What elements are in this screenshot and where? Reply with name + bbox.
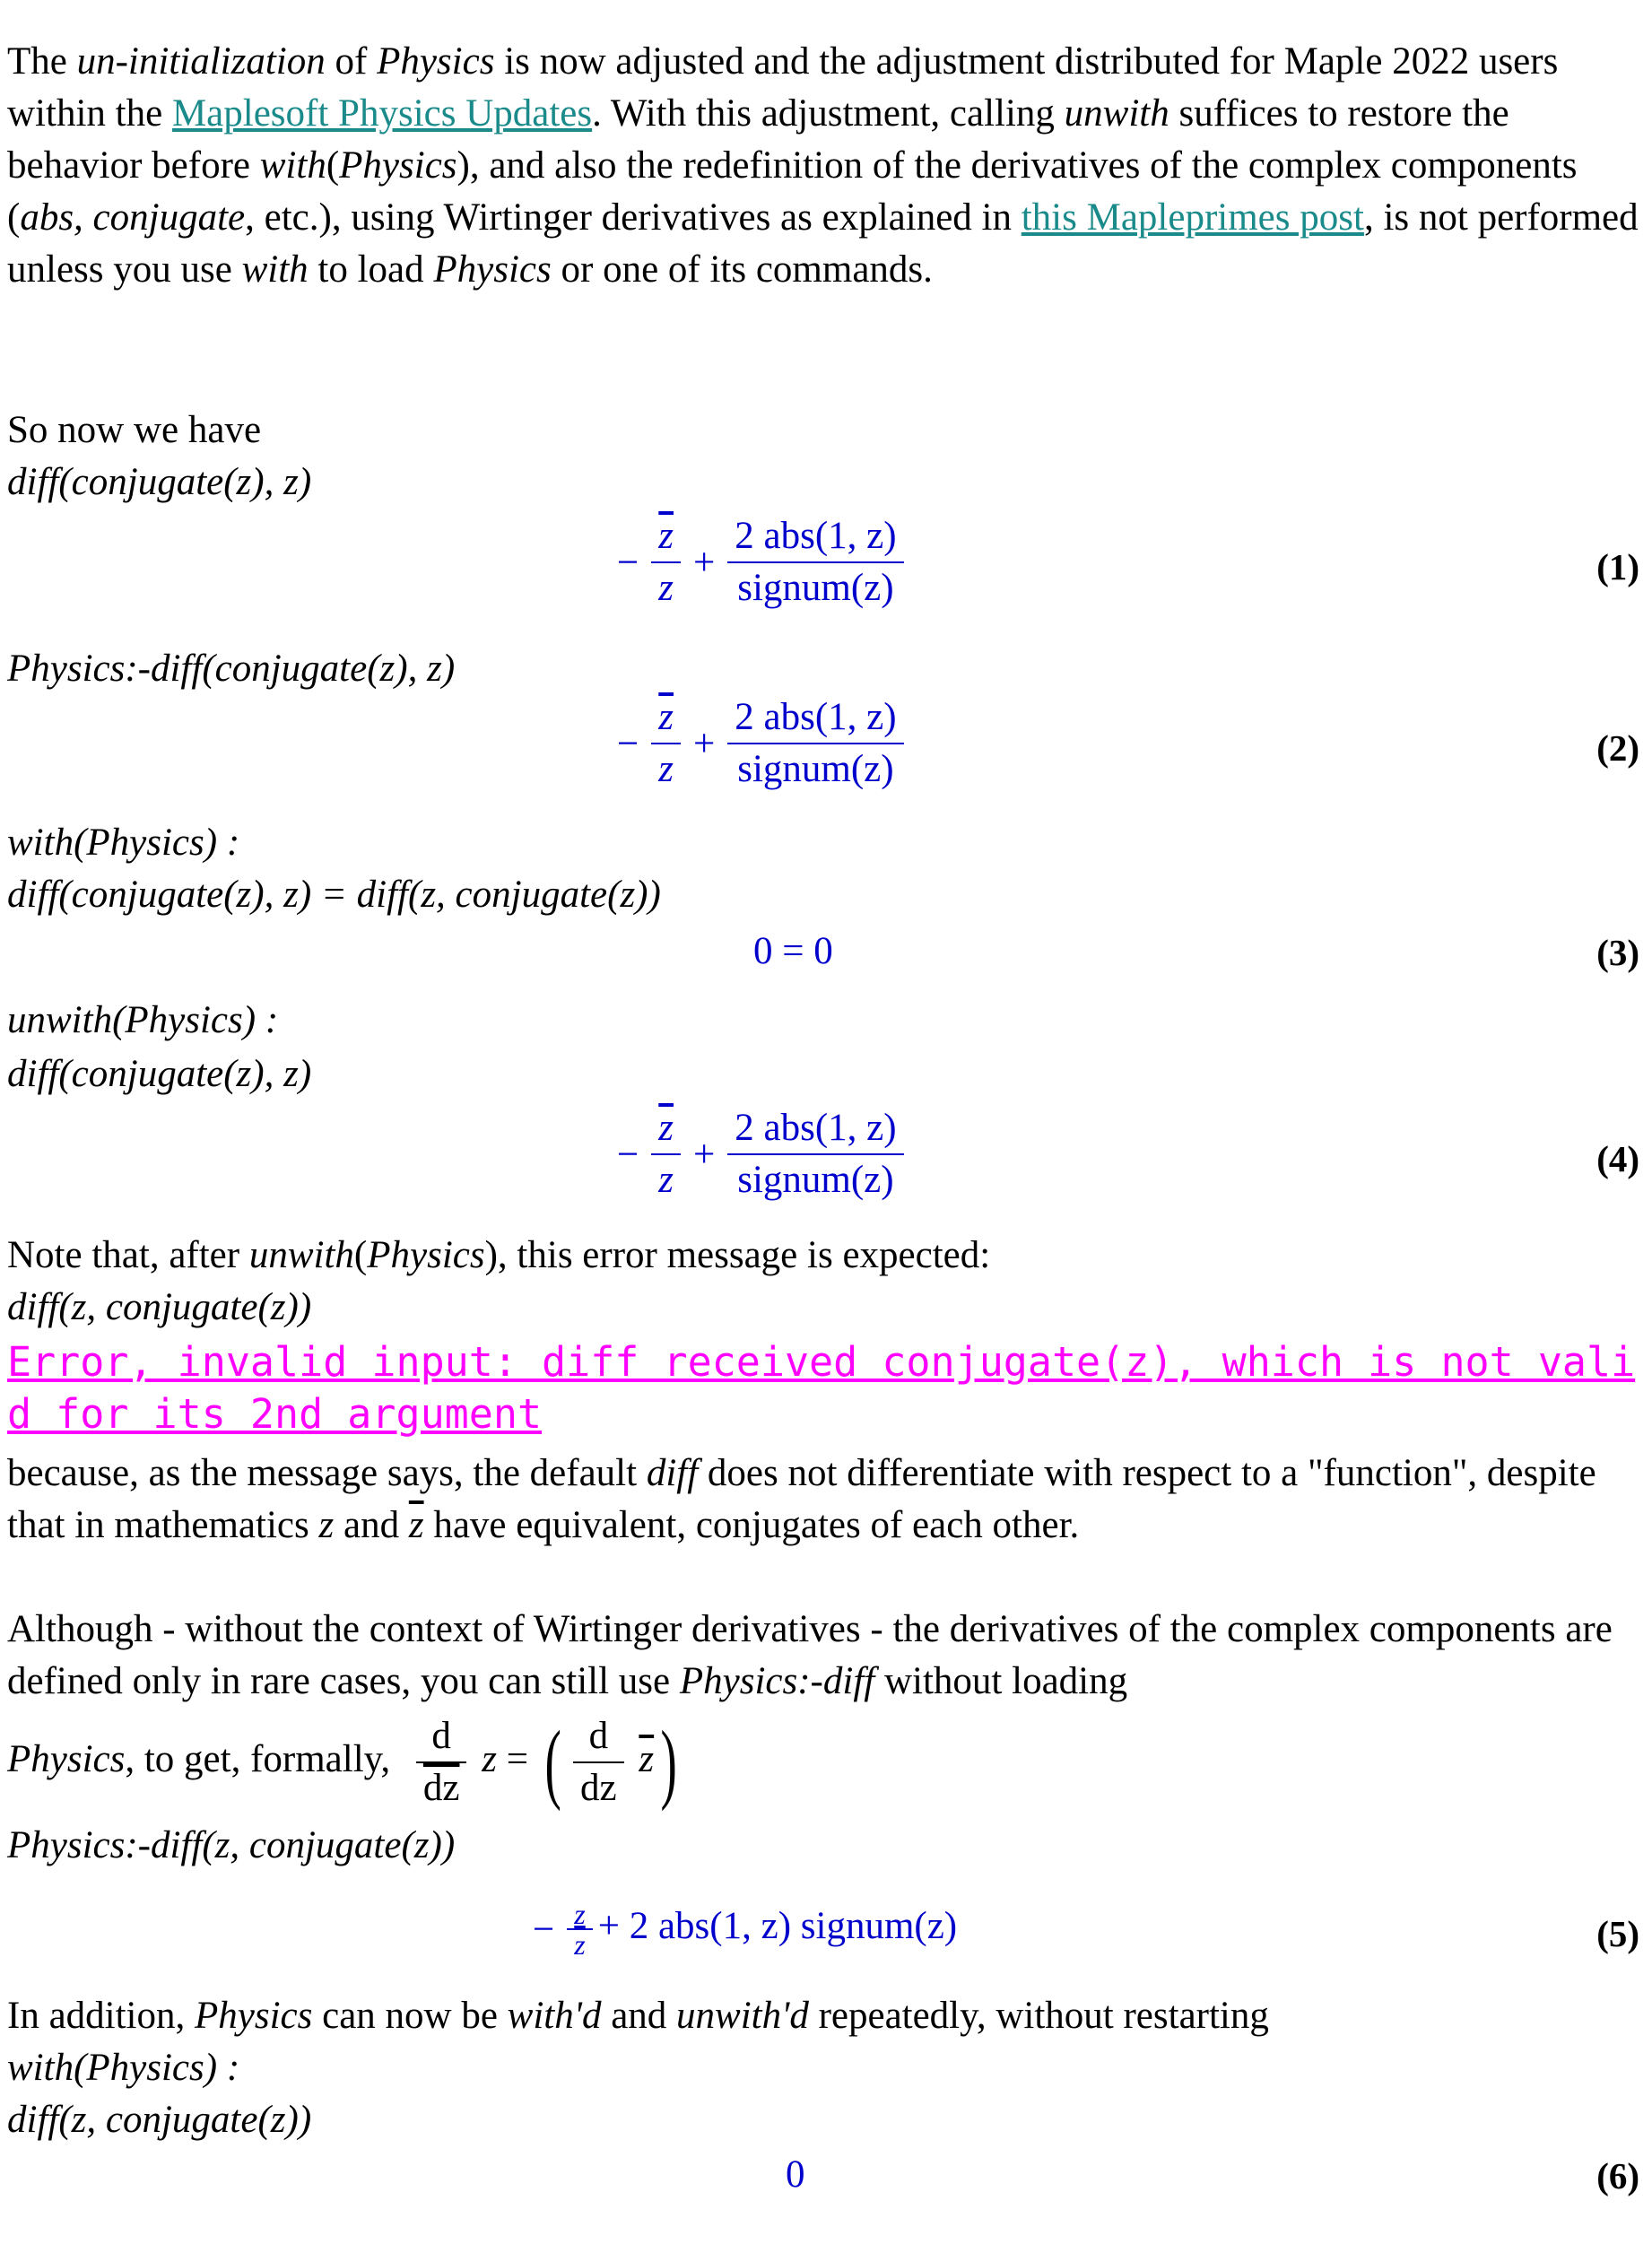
left-paren: ( xyxy=(544,1712,561,1812)
note-part: ) xyxy=(484,1234,498,1276)
right-paren: ) xyxy=(660,1712,677,1812)
although-paragraph xyxy=(7,1604,1648,1708)
addition-part: repeatedly, without restarting xyxy=(808,1995,1269,2037)
intro-text: , etc.), using Wirtinger derivatives as explained in xyxy=(245,196,1022,239)
equation-label-6: (6) xyxy=(1596,2155,1639,2196)
note-text xyxy=(7,1231,990,1281)
fraction-abs xyxy=(727,1103,903,1205)
addition-part: Physics xyxy=(195,1995,313,2037)
d-numerator: d xyxy=(573,1711,624,1763)
fraction-conj xyxy=(651,511,681,613)
note-part: , this error message is expected: xyxy=(497,1234,991,1276)
minus-sign: − xyxy=(617,1133,639,1176)
error-message: Error, invalid input: diff received conjugate(z), which is not valid for its 2nd argument xyxy=(7,1338,1636,1438)
fraction-numerator: $\overline{z}$ xyxy=(651,692,681,744)
output-2 xyxy=(610,692,909,795)
although-part: Although - without the context of Wirtinger derivatives - the derivatives of the complex components are defined only in rare cases, you can still use xyxy=(7,1608,1613,1702)
addition-part: can now be xyxy=(312,1995,508,2037)
intro-text: un-initialization xyxy=(76,40,326,83)
input-command-6[interactable]: Physics:-diff(z, conjugate(z)) xyxy=(7,1824,456,1866)
z-bar-symbol: $\overline{z}$ xyxy=(639,1737,655,1780)
formally-text: , to get, formally, xyxy=(125,1737,391,1780)
fraction-abs xyxy=(727,692,903,795)
d-denominator: dz xyxy=(580,1767,617,1809)
intro-text: ( xyxy=(326,144,340,187)
because-part: because, as the message says, the default xyxy=(7,1452,647,1494)
input-command-4a[interactable]: unwith(Physics) : xyxy=(7,999,279,1041)
intro-text: suffices to restore the behavior before xyxy=(7,92,1509,187)
mapleprimes-post-link[interactable]: this Mapleprimes post xyxy=(1021,196,1364,239)
intro-text: to load xyxy=(308,248,434,291)
input-command-1[interactable]: diff(conjugate(z), z) xyxy=(7,461,312,503)
addition-part: and xyxy=(601,1995,677,2037)
intro-text: The xyxy=(7,40,77,83)
fraction-denominator: z xyxy=(658,748,674,790)
addition-part: with'd xyxy=(507,1995,602,2037)
equation-label-5: (5) xyxy=(1596,1913,1639,1954)
addition-part: unwith'd xyxy=(676,1995,809,2037)
fraction-conj xyxy=(651,1103,681,1205)
addition-part: In addition, xyxy=(7,1995,195,2037)
intro-text: or one of its commands. xyxy=(551,248,933,291)
plus-sign: + xyxy=(693,1133,716,1176)
intro-paragraph xyxy=(7,36,1648,296)
intro-text: , and also the redefinition of the derivatives of the complex components ( xyxy=(7,144,1578,239)
because-part: diff xyxy=(646,1452,699,1494)
intro-text: Physics xyxy=(377,40,495,83)
equals-sign: = xyxy=(506,1737,528,1780)
d-denominator xyxy=(416,1763,467,1813)
input-command-7b[interactable]: diff(z, conjugate(z)) xyxy=(7,2099,312,2141)
note-part: ( xyxy=(353,1234,368,1276)
although-part: without loading xyxy=(874,1660,1128,1702)
fraction-abs xyxy=(727,511,903,613)
fraction-numerator: z xyxy=(567,1900,592,1930)
output-4 xyxy=(610,1103,909,1205)
input-command-2[interactable]: Physics:-diff(conjugate(z), z) xyxy=(7,648,456,690)
equation-label-1: (1) xyxy=(1596,546,1639,587)
output-1 xyxy=(610,511,909,613)
derivative-operator xyxy=(573,1711,624,1813)
equation-label-2: (2) xyxy=(1596,727,1639,769)
fraction-numerator: 2 abs(1, z) xyxy=(727,692,903,744)
input-command-5[interactable]: diff(z, conjugate(z)) xyxy=(7,1286,312,1328)
note-part: Note that, after xyxy=(7,1234,249,1276)
equation-label-3: (3) xyxy=(1596,932,1639,973)
fraction-numerator: $\overline{z}$ xyxy=(651,1103,681,1155)
input-command-4b[interactable]: diff(conjugate(z), z) xyxy=(7,1053,312,1095)
so-now-text: So now we have xyxy=(7,409,262,451)
fraction-denominator: signum(z) xyxy=(737,567,894,609)
fraction-z-over-zbar xyxy=(567,1900,592,1959)
because-part: z xyxy=(318,1504,335,1546)
dz-bar-text: dz xyxy=(422,1767,460,1809)
minus-sign: − xyxy=(617,541,639,584)
because-paragraph xyxy=(7,1448,1648,1552)
because-part: have equivalent, conjugates of each other. xyxy=(423,1504,1080,1546)
because-part: and xyxy=(334,1504,409,1546)
physics-word: Physics xyxy=(7,1737,126,1780)
derivative-operator-conj xyxy=(416,1711,467,1813)
intro-text: , is not performed unless you use xyxy=(7,196,1639,291)
output-5-rest: + 2 abs(1, z) signum(z) xyxy=(597,1904,958,1947)
because-part: $\overline{z}$ xyxy=(408,1504,424,1546)
plus-sign: + xyxy=(693,722,716,765)
fraction-conj xyxy=(651,692,681,795)
equation-label-4: (4) xyxy=(1596,1138,1639,1179)
d-numerator: d xyxy=(416,1711,467,1763)
intro-text: . With this adjustment, calling xyxy=(592,92,1065,135)
intro-text: Physics xyxy=(433,248,552,291)
intro-text: is now adjusted and the adjustment distributed for Maple 2022 users within the xyxy=(7,40,1559,135)
fraction-numerator: 2 abs(1, z) xyxy=(727,1103,903,1155)
fraction-denominator: z xyxy=(658,1159,674,1201)
input-command-3b[interactable]: diff(conjugate(z), z) = diff(z, conjugate(z)) xyxy=(7,874,661,916)
note-part: Physics xyxy=(367,1234,485,1276)
plus-sign: + xyxy=(693,541,716,584)
fraction-denominator: signum(z) xyxy=(737,1159,894,1201)
output-6: 0 xyxy=(786,2153,805,2196)
input-command-3a[interactable]: with(Physics) : xyxy=(7,822,240,864)
minus-sign: − xyxy=(533,1908,555,1951)
output-5 xyxy=(526,1900,957,1959)
intro-text: abs, conjugate xyxy=(20,196,246,239)
because-part: does not differentiate with respect to a "function", despite that in mathematics xyxy=(7,1452,1596,1546)
intro-text: unwith xyxy=(1064,92,1169,135)
intro-text: with xyxy=(259,144,326,187)
note-part: unwith xyxy=(248,1234,354,1276)
formal-derivative-line xyxy=(7,1711,683,1813)
intro-text: of xyxy=(325,40,378,83)
fraction-denominator: z xyxy=(574,1928,586,1961)
intro-text: ) xyxy=(456,144,470,187)
output-3: 0 = 0 xyxy=(753,930,833,972)
minus-sign: − xyxy=(617,722,639,765)
input-command-7a[interactable]: with(Physics) : xyxy=(7,2047,240,2089)
fraction-numerator: 2 abs(1, z) xyxy=(727,511,903,563)
fraction-denominator: signum(z) xyxy=(737,748,894,790)
intro-text: with xyxy=(241,248,309,291)
intro-text: Physics xyxy=(339,144,457,187)
although-part: Physics:-diff xyxy=(679,1660,875,1702)
fraction-numerator: $\overline{z}$ xyxy=(651,511,681,563)
addition-text xyxy=(7,1991,1269,2041)
fraction-denominator: z xyxy=(658,567,674,609)
z-symbol: z xyxy=(482,1737,497,1780)
physics-updates-link[interactable]: Maplesoft Physics Updates xyxy=(171,92,593,135)
